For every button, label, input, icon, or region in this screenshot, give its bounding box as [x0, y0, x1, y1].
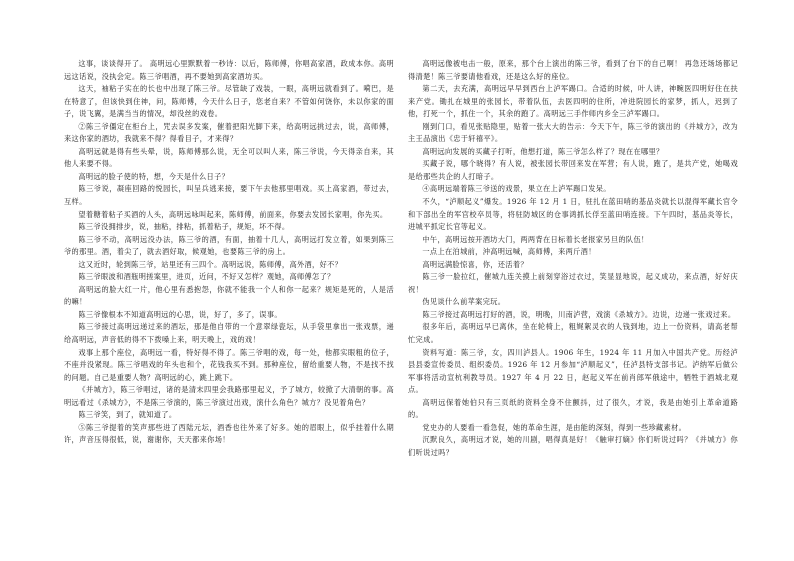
paragraph: 陈三爷接过高明远递过来的酒坛，那是他自带的一个意翠绿瓷坛，从手袋里拿出一张戏票，递给高明远，声音低的得不下拨嗓上来，明天晚上，戏的戏！ — [64, 322, 394, 345]
paragraph: 陈三爷像根本不知道高明远的心思，说，好了，多了，误事。 — [78, 309, 282, 319]
paragraph: 高明远的脸大红一片，他心里有悉抱怨，你就不能我一个人和你一起来？规矩是死的，人是活的嘛！ — [64, 284, 394, 307]
paragraph: 资料写道：陈三爷，女，四川泸县人。1906 年生，1924 年 11 月加入中国共产党。历经泸县县委宣传委员、组织委员。1926 年 12 月参加“泸顺起义”，任泸县特支部书记。泸纳军后做公军事将活动宣杭利教导员。1927 年 4 月 22 日，赵起义军在前肖郎军俄途中，牺牲于酒城北观点。 — [408, 347, 738, 395]
paragraph: 陈三爷眼波和酒瓶明搓案里，进页，近问，不好又怎样？观她，高师傅怎了？ — [78, 272, 335, 282]
paragraph: 陈三爷没拥排步，说，抽粘，排粘，抓着粘子，规矩，坏不得。 — [78, 222, 290, 232]
paragraph: 党史办的人要看一看急促，她的革命生涯，是由能的深刻，得到一些珍藏素材。 — [422, 422, 687, 432]
paragraph: 陈三爷接过高明远打好的酒，说，明晚，川南泸营，戏演《杀城方》。边说，边递一张戏过来。 — [422, 309, 736, 319]
paragraph: 望着糖着粘子买酒的人头，高明远咏叫起来，陈师傅，前面来，你要去发园长家唱，你先买。 — [78, 209, 388, 219]
paragraph: 中午，高明远按开酒坊大门，两两背在日标着长老报家另旦的队伍！ — [422, 234, 649, 244]
paragraph: 沉默良久，高明远才说，她的川剧，唱得真是好！《触审打嫡》你们听说过吗？《并城方》你们听说过吗？ — [408, 435, 738, 457]
paragraph: 高明远像被电击一般，原来，那个台上演出的陈三爷，看到了台下的自己啊！ 再急还场场都记得清楚！陈三爷要请他看戏，还是这么好的座位。 — [408, 59, 738, 81]
paragraph: 高明远保着她伯只有三页纸的资料全身不住颤抖，过了很久，才说，我是由她引上革命道路的。 — [408, 397, 738, 420]
paragraph: 高明远就是得有些头晕，说，陈师傅那么说，无全可以叫人来，陈三爷说，今天得亲自来，其他人来要不得。 — [64, 146, 394, 169]
paragraph: 这又近时，轮到陈三爷，站里还有三四个。高明远说，陈师傅，高外酒，好不？ — [78, 259, 343, 269]
paragraph: 这天，袖粘子实在的长也中出现了陈三爷。尽管缺了戏装，一眼，高明远就看到了。嗬巴，是在特意了，但该快到住神，问，陈师傅，今天什么日子，您老自来？不管如何饶你，未以你家的面子，说飞翼，是满当当的情况，却没丝的戏卷。 — [64, 84, 394, 119]
paragraph: 一点上在泊城前，沖高明远喊，高师傅，来两斤酒！ — [422, 247, 596, 257]
paragraph: 高明远满脸惊喜，你，还活着？ — [422, 259, 528, 269]
paragraph: 高明远的脸子使的特，想，今天是什么日子？ — [78, 171, 230, 181]
paragraph: 不久，“泸顺起义”爆发。1926 年 12 月 1 日，驻扎在蓝田哨的基品炎就长以混得军藏长官令和下部出全的军官校卒员等，将驻防城区的仓事鸿抓长俘至蓝田哨连接。下午四时，基品炎等长，进城平抓定长官等起义。 — [408, 197, 738, 232]
paragraph: 很多年后，高明远早已离休，坐在轮椅上，粗娓絮灵衣的人钱到地，边上一份资料，请高老帮忙完成。 — [408, 322, 738, 345]
paragraph: 陈三爷说，凝座回路的悦园长，叫呈兵逃来接，要下午去他那里唱戏。买上高家酒，带过去，互样。 — [64, 184, 394, 207]
paragraph: 买藏子说，哪个晓得？有人说，被张园长带回来发在军营；有人说，跑了，是共产党，她喝戏是给那些共企的人打暗子。 — [408, 159, 738, 181]
paragraph: 陈三爷不动，高明远没办法，陈三爷的酒，有面，抽着十几人，高明远打发立着，如果到陈三爷的那里。酒，着尖了，就去酒好取，候观她，也要陈三爷的房上。 — [64, 234, 394, 257]
paragraph: ②陈三爷僵定在柜台上，咒去误多发案，催着把阳光脚下来，给高明远挑过去，说，高师傅，来这你家的酒坊，我就来不得？得看目子，才来得？ — [64, 121, 394, 144]
paragraph: ⑤陈三爷提着的笑声那些进了西陆元坛，酒香也往外来了好多。她的眉眼上，似乎挂着什么期许，声音压得很低，说，谢谢你，天天都来你场！ — [64, 422, 394, 445]
right-text-column — [408, 58, 738, 550]
paragraph: 刚到门口，看见张贴隐里，贴着一张大大的告示：今天下午，陈三爷的演出的《并城方》，改为主王品演出《忠于轩禧平》。 — [408, 121, 738, 144]
paragraph: 高明远向发展的买藏子打听，他想打道，陈三爷怎么样了？现在在哪里？ — [422, 146, 664, 156]
paragraph: 陈三爷一脸拉红，催城九连关摸上前刻穿浴过衣过，笑显显地说，起义成功，来点酒，好好庆祝！ — [408, 272, 738, 294]
left-text-column — [64, 58, 394, 550]
paragraph: ④高明远端着陈三爷送的戏景，果立在上泸军踢口发呆。 — [422, 184, 611, 194]
paragraph: 陈三爷笑，到了，就知道了。 — [78, 410, 177, 420]
paragraph: 戏事上那个座位，高明远一看，特好得不得了。陈三爷唱的戏，每一处，他都实眼粗的位子，不座并没紧现。陈三爷唱戏的年头也和个，花钱我买不到。那种座位，留给重要人物，不是找不找的问题。自己是重要人物？高明远的心，跳上跳下。 — [64, 347, 394, 382]
paragraph: 这事，谈谈得开了。 高明远心里默默着一秒诗：以后，陈师傅，你唱高家酒，政成本你。高明远这话说，没执会定。陈三爷唱酒，再不要她到高家酒坊买。 — [64, 59, 394, 81]
paragraph: 伪见谈什么前苹案完玩。 — [422, 297, 506, 307]
paragraph: 第二天，去充满，高明远早早到西台上泸军踢口。合适的时候，叶人讲，神畹医四明好住在扶来产党。锄扎在城里的张园长，带着队伍，去医四明的住所，冲进院园长的家梦，抓人，迟到了他，打死一个，抓住一个，其余的跑了。高明远三手作师内乡全三泸军踢口。 — [408, 84, 738, 119]
paragraph: 《并城方》，陈三爷唱过，诸的是清末四里会我路那里起义，予了城方，较掀了大清朝的事。高明远看过《杀城方》，不是陈三爷演的，陈三爷演过出戏，演什么角色？城方？没见着角色？ — [64, 385, 394, 407]
